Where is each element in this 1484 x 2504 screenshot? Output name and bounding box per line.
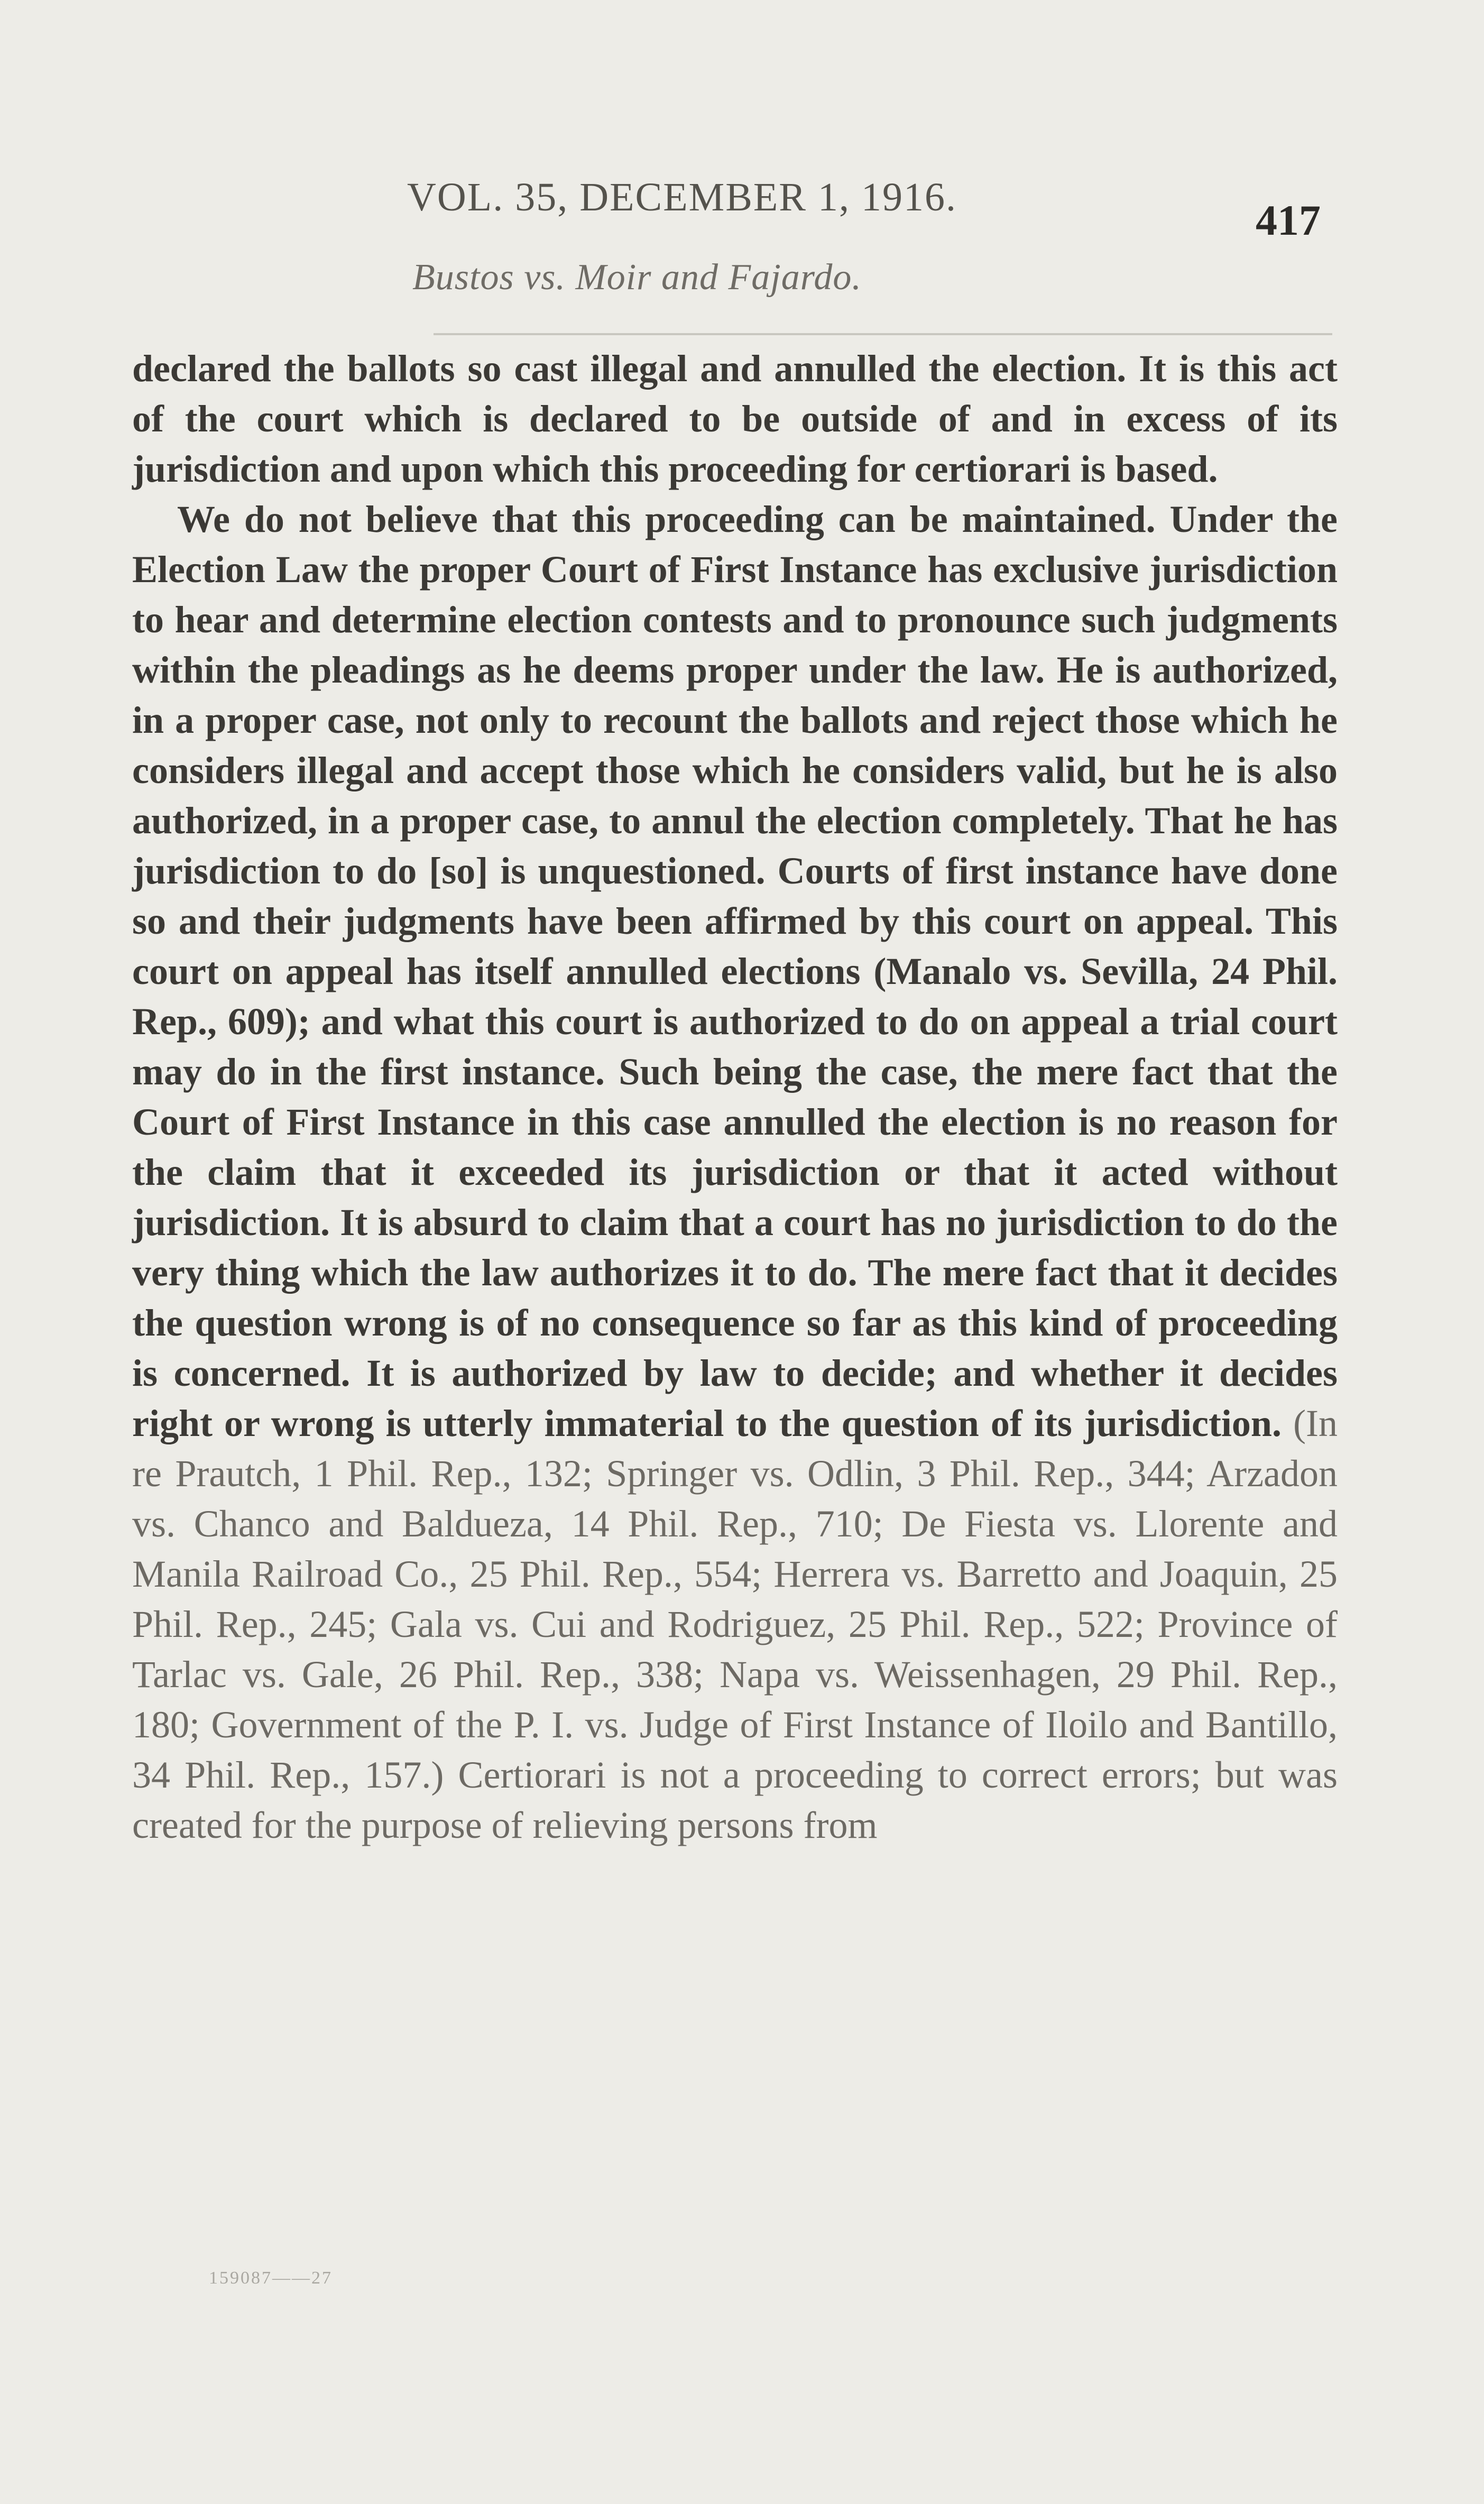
running-title: VOL. 35, DECEMBER 1, 1916. (407, 175, 957, 219)
body-text (132, 344, 1338, 1851)
paragraph-2-main: We do not believe that this proceeding can be maintained. Under the Election Law the proper Court of First Instance has exclusive jurisdiction to hear and determine election contests and to pronounce such judgments within the pleadings as he deems proper under the law. He is authorized, in a proper case, not only to recount the ballots and reject those which he considers illegal and accept those which he considers valid, but he is also authorized, in a proper case, to annul the election completely. That he has jurisdiction to do [so] is unquestioned. Courts of first instance have done so and their judgments have been affirmed by this court on appeal. This court on appeal has itself annulled elections (Manalo vs. Sevilla, 24 Phil. Rep., 609); and what this court is authorized to do on appeal a trial court may do in the first instance. Such being the case, the mere fact that the Court of First Instance in this case annulled the election is no reason for the claim that it exceeded its jurisdiction or that it acted without jurisdiction. It is absurd to claim that a court has no jurisdiction to do the very thing which the law authorizes it to do. The mere fact that it decides the question wrong is of no consequence so far as this kind of proceeding is concerned. It is authorized by law to decide; and whether it decides right or wrong is utterly immaterial to the question of its jurisdiction. (132, 498, 1338, 1444)
paragraph-1: declared the ballots so cast illegal and annulled the election. It is this act of the court which is declared to be outside of and in excess of its jurisdiction and upon which this proceeding for certiorari is based. (132, 347, 1338, 490)
case-title: Bustos vs. Moir and Fajardo. (412, 257, 862, 298)
page-number: 417 (1256, 196, 1321, 244)
print-mark: 159087——27 (209, 2268, 333, 2288)
header-rule (434, 333, 1332, 335)
citations: (In re Prautch, 1 Phil. Rep., 132; Springer vs. Odlin, 3 Phil. Rep., 344; Arzadon vs. Chanco and Baldueza, 14 Phil. Rep., 710; De Fiesta vs. Llorente and Manila Railroad Co., 25 Phil. Rep., 554; Herrera vs. Barretto and Joaquin, 25 Phil. Rep., 245; Gala vs. Cui and Rodriguez, 25 Phil. Rep., 522; Province of Tarlac vs. Gale, 26 Phil. Rep., 338; Napa vs. Weissenhagen, 29 Phil. Rep., 180; Government of the P. I. vs. Judge of First Instance of Iloilo and Bantillo, 34 Phil. Rep., 157.) (132, 1402, 1338, 1796)
paragraph-2-continuation: Certiorari is not a proceeding to correct errors; but was created for the purpose of relieving persons from (132, 1754, 1338, 1846)
paragraph-2 (132, 494, 1338, 1851)
